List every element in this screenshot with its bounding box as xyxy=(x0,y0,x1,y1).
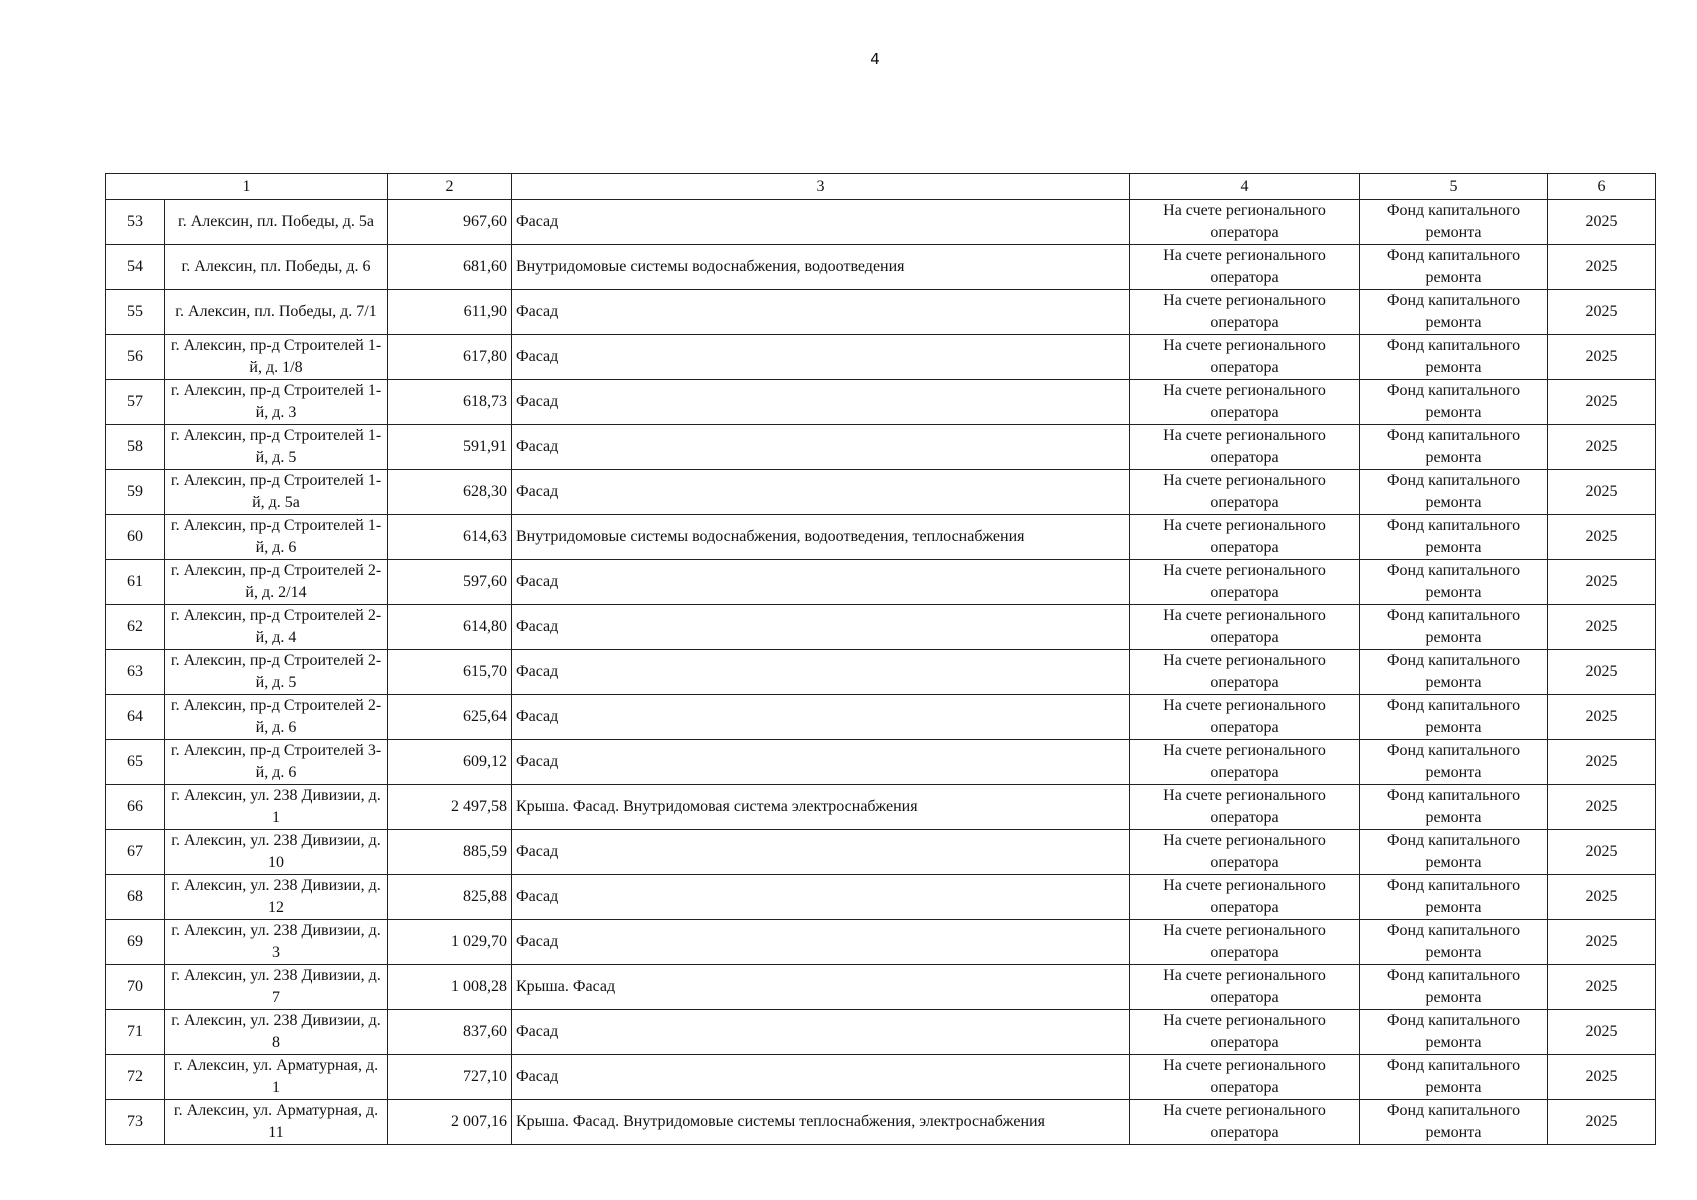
funding-source-cell: Фонд капитального ремонта xyxy=(1360,290,1548,335)
area-cell: 618,73 xyxy=(388,380,512,425)
address-cell: г. Алексин, ул. 238 Дивизии, д. 12 xyxy=(165,875,388,920)
address-cell: г. Алексин, ул. 238 Дивизии, д. 10 xyxy=(165,830,388,875)
address-cell: г. Алексин, пр-д Строителей 2-й, д. 4 xyxy=(165,605,388,650)
area-cell: 727,10 xyxy=(388,1055,512,1100)
work-type-cell: Фасад xyxy=(512,470,1130,515)
funding-source-cell: Фонд капитального ремонта xyxy=(1360,695,1548,740)
area-cell: 825,88 xyxy=(388,875,512,920)
address-cell: г. Алексин, пл. Победы, д. 6 xyxy=(165,245,388,290)
account-type-cell: На счете регионального оператора xyxy=(1130,425,1360,470)
account-type-cell: На счете регионального оператора xyxy=(1130,1010,1360,1055)
account-type-cell: На счете регионального оператора xyxy=(1130,1055,1360,1100)
address-cell: г. Алексин, пр-д Строителей 1-й, д. 5 xyxy=(165,425,388,470)
year-cell: 2025 xyxy=(1548,1100,1656,1145)
area-cell: 837,60 xyxy=(388,1010,512,1055)
row-number: 58 xyxy=(106,425,165,470)
work-type-cell: Фасад xyxy=(512,560,1130,605)
address-cell: г. Алексин, пр-д Строителей 1-й, д. 1/8 xyxy=(165,335,388,380)
table-row xyxy=(106,965,1656,1010)
row-number: 57 xyxy=(106,380,165,425)
area-cell: 681,60 xyxy=(388,245,512,290)
account-type-cell: На счете регионального оператора xyxy=(1130,740,1360,785)
table-row xyxy=(106,335,1656,380)
year-cell: 2025 xyxy=(1548,560,1656,605)
header-row xyxy=(106,174,1656,200)
area-cell: 967,60 xyxy=(388,200,512,245)
row-number: 64 xyxy=(106,695,165,740)
table-row xyxy=(106,425,1656,470)
year-cell: 2025 xyxy=(1548,335,1656,380)
account-type-cell: На счете регионального оператора xyxy=(1130,650,1360,695)
funding-source-cell: Фонд капитального ремонта xyxy=(1360,650,1548,695)
area-cell: 591,91 xyxy=(388,425,512,470)
column-header-2: 2 xyxy=(388,174,512,200)
work-type-cell: Фасад xyxy=(512,335,1130,380)
account-type-cell: На счете регионального оператора xyxy=(1130,965,1360,1010)
funding-source-cell: Фонд капитального ремонта xyxy=(1360,380,1548,425)
area-cell: 628,30 xyxy=(388,470,512,515)
funding-source-cell: Фонд капитального ремонта xyxy=(1360,830,1548,875)
area-cell: 617,80 xyxy=(388,335,512,380)
year-cell: 2025 xyxy=(1548,650,1656,695)
table-row xyxy=(106,785,1656,830)
year-cell: 2025 xyxy=(1548,920,1656,965)
address-cell: г. Алексин, ул. 238 Дивизии, д. 8 xyxy=(165,1010,388,1055)
address-cell: г. Алексин, пл. Победы, д. 5а xyxy=(165,200,388,245)
address-cell: г. Алексин, ул. Арматурная, д. 1 xyxy=(165,1055,388,1100)
year-cell: 2025 xyxy=(1548,695,1656,740)
row-number: 56 xyxy=(106,335,165,380)
table-row xyxy=(106,695,1656,740)
address-cell: г. Алексин, пр-д Строителей 2-й, д. 5 xyxy=(165,650,388,695)
address-cell: г. Алексин, ул. Арматурная, д. 11 xyxy=(165,1100,388,1145)
account-type-cell: На счете регионального оператора xyxy=(1130,470,1360,515)
funding-source-cell: Фонд капитального ремонта xyxy=(1360,1055,1548,1100)
table-row xyxy=(106,560,1656,605)
address-cell: г. Алексин, пр-д Строителей 1-й, д. 5а xyxy=(165,470,388,515)
table-row xyxy=(106,875,1656,920)
table-row xyxy=(106,920,1656,965)
row-number: 60 xyxy=(106,515,165,560)
year-cell: 2025 xyxy=(1548,785,1656,830)
account-type-cell: На счете регионального оператора xyxy=(1130,875,1360,920)
table-row xyxy=(106,290,1656,335)
row-number: 54 xyxy=(106,245,165,290)
table-row xyxy=(106,830,1656,875)
table-row xyxy=(106,1055,1656,1100)
area-cell: 609,12 xyxy=(388,740,512,785)
area-cell: 1 029,70 xyxy=(388,920,512,965)
column-header-3: 3 xyxy=(512,174,1130,200)
address-cell: г. Алексин, пр-д Строителей 1-й, д. 3 xyxy=(165,380,388,425)
row-number: 71 xyxy=(106,1010,165,1055)
year-cell: 2025 xyxy=(1548,245,1656,290)
year-cell: 2025 xyxy=(1548,605,1656,650)
address-cell: г. Алексин, ул. 238 Дивизии, д. 3 xyxy=(165,920,388,965)
work-type-cell: Крыша. Фасад xyxy=(512,965,1130,1010)
column-header-6: 6 xyxy=(1548,174,1656,200)
address-cell: г. Алексин, ул. 238 Дивизии, д. 7 xyxy=(165,965,388,1010)
work-type-cell: Фасад xyxy=(512,605,1130,650)
area-cell: 2 497,58 xyxy=(388,785,512,830)
year-cell: 2025 xyxy=(1548,1055,1656,1100)
area-cell: 615,70 xyxy=(388,650,512,695)
column-header-1: 1 xyxy=(106,174,388,200)
work-type-cell: Внутридомовые системы водоснабжения, водоотведения, теплоснабжения xyxy=(512,515,1130,560)
funding-source-cell: Фонд капитального ремонта xyxy=(1360,875,1548,920)
column-header-4: 4 xyxy=(1130,174,1360,200)
funding-source-cell: Фонд капитального ремонта xyxy=(1360,920,1548,965)
account-type-cell: На счете регионального оператора xyxy=(1130,560,1360,605)
table-row xyxy=(106,1100,1656,1145)
account-type-cell: На счете регионального оператора xyxy=(1130,785,1360,830)
account-type-cell: На счете регионального оператора xyxy=(1130,830,1360,875)
row-number: 61 xyxy=(106,560,165,605)
table-row xyxy=(106,380,1656,425)
row-number: 62 xyxy=(106,605,165,650)
address-cell: г. Алексин, пр-д Строителей 2-й, д. 6 xyxy=(165,695,388,740)
year-cell: 2025 xyxy=(1548,830,1656,875)
table-row xyxy=(106,470,1656,515)
table-row xyxy=(106,605,1656,650)
funding-source-cell: Фонд капитального ремонта xyxy=(1360,560,1548,605)
row-number: 68 xyxy=(106,875,165,920)
funding-source-cell: Фонд капитального ремонта xyxy=(1360,1100,1548,1145)
work-type-cell: Фасад xyxy=(512,425,1130,470)
account-type-cell: На счете регионального оператора xyxy=(1130,245,1360,290)
funding-source-cell: Фонд капитального ремонта xyxy=(1360,740,1548,785)
work-type-cell: Фасад xyxy=(512,875,1130,920)
funding-source-cell: Фонд капитального ремонта xyxy=(1360,245,1548,290)
address-cell: г. Алексин, пр-д Строителей 1-й, д. 6 xyxy=(165,515,388,560)
table-row xyxy=(106,200,1656,245)
year-cell: 2025 xyxy=(1548,740,1656,785)
funding-source-cell: Фонд капитального ремонта xyxy=(1360,515,1548,560)
year-cell: 2025 xyxy=(1548,470,1656,515)
year-cell: 2025 xyxy=(1548,875,1656,920)
capital-repair-table xyxy=(105,173,1656,1145)
table-row xyxy=(106,1010,1656,1055)
row-number: 55 xyxy=(106,290,165,335)
row-number: 69 xyxy=(106,920,165,965)
address-cell: г. Алексин, пр-д Строителей 2-й, д. 2/14 xyxy=(165,560,388,605)
year-cell: 2025 xyxy=(1548,200,1656,245)
row-number: 65 xyxy=(106,740,165,785)
funding-source-cell: Фонд капитального ремонта xyxy=(1360,605,1548,650)
funding-source-cell: Фонд капитального ремонта xyxy=(1360,200,1548,245)
row-number: 63 xyxy=(106,650,165,695)
row-number: 72 xyxy=(106,1055,165,1100)
account-type-cell: На счете регионального оператора xyxy=(1130,605,1360,650)
account-type-cell: На счете регионального оператора xyxy=(1130,695,1360,740)
row-number: 73 xyxy=(106,1100,165,1145)
area-cell: 1 008,28 xyxy=(388,965,512,1010)
year-cell: 2025 xyxy=(1548,290,1656,335)
work-type-cell: Фасад xyxy=(512,740,1130,785)
work-type-cell: Фасад xyxy=(512,1055,1130,1100)
row-number: 67 xyxy=(106,830,165,875)
work-type-cell: Фасад xyxy=(512,290,1130,335)
row-number: 59 xyxy=(106,470,165,515)
funding-source-cell: Фонд капитального ремонта xyxy=(1360,965,1548,1010)
work-type-cell: Фасад xyxy=(512,920,1130,965)
account-type-cell: На счете регионального оператора xyxy=(1130,200,1360,245)
account-type-cell: На счете регионального оператора xyxy=(1130,920,1360,965)
table-header xyxy=(106,174,1656,200)
work-type-cell: Крыша. Фасад. Внутридомовые системы теплоснабжения, электроснабжения xyxy=(512,1100,1130,1145)
account-type-cell: На счете регионального оператора xyxy=(1130,380,1360,425)
funding-source-cell: Фонд капитального ремонта xyxy=(1360,425,1548,470)
area-cell: 614,63 xyxy=(388,515,512,560)
account-type-cell: На счете регионального оператора xyxy=(1130,515,1360,560)
work-type-cell: Крыша. Фасад. Внутридомовая система электроснабжения xyxy=(512,785,1130,830)
account-type-cell: На счете регионального оператора xyxy=(1130,290,1360,335)
work-type-cell: Фасад xyxy=(512,1010,1130,1055)
address-cell: г. Алексин, ул. 238 Дивизии, д. 1 xyxy=(165,785,388,830)
area-cell: 2 007,16 xyxy=(388,1100,512,1145)
table-body xyxy=(106,200,1656,1145)
table-row xyxy=(106,515,1656,560)
area-cell: 625,64 xyxy=(388,695,512,740)
year-cell: 2025 xyxy=(1548,965,1656,1010)
work-type-cell: Фасад xyxy=(512,200,1130,245)
funding-source-cell: Фонд капитального ремонта xyxy=(1360,1010,1548,1055)
year-cell: 2025 xyxy=(1548,380,1656,425)
work-type-cell: Фасад xyxy=(512,830,1130,875)
account-type-cell: На счете регионального оператора xyxy=(1130,335,1360,380)
year-cell: 2025 xyxy=(1548,425,1656,470)
row-number: 66 xyxy=(106,785,165,830)
funding-source-cell: Фонд капитального ремонта xyxy=(1360,785,1548,830)
table-row xyxy=(106,245,1656,290)
work-type-cell: Фасад xyxy=(512,380,1130,425)
work-type-cell: Фасад xyxy=(512,650,1130,695)
work-type-cell: Фасад xyxy=(512,695,1130,740)
page-number: 4 xyxy=(870,50,880,68)
area-cell: 597,60 xyxy=(388,560,512,605)
address-cell: г. Алексин, пр-д Строителей 3-й, д. 6 xyxy=(165,740,388,785)
area-cell: 614,80 xyxy=(388,605,512,650)
year-cell: 2025 xyxy=(1548,515,1656,560)
account-type-cell: На счете регионального оператора xyxy=(1130,1100,1360,1145)
address-cell: г. Алексин, пл. Победы, д. 7/1 xyxy=(165,290,388,335)
funding-source-cell: Фонд капитального ремонта xyxy=(1360,335,1548,380)
row-number: 53 xyxy=(106,200,165,245)
area-cell: 611,90 xyxy=(388,290,512,335)
funding-source-cell: Фонд капитального ремонта xyxy=(1360,470,1548,515)
work-type-cell: Внутридомовые системы водоснабжения, водоотведения xyxy=(512,245,1130,290)
column-header-5: 5 xyxy=(1360,174,1548,200)
year-cell: 2025 xyxy=(1548,1010,1656,1055)
row-number: 70 xyxy=(106,965,165,1010)
area-cell: 885,59 xyxy=(388,830,512,875)
table-row xyxy=(106,650,1656,695)
table-row xyxy=(106,740,1656,785)
